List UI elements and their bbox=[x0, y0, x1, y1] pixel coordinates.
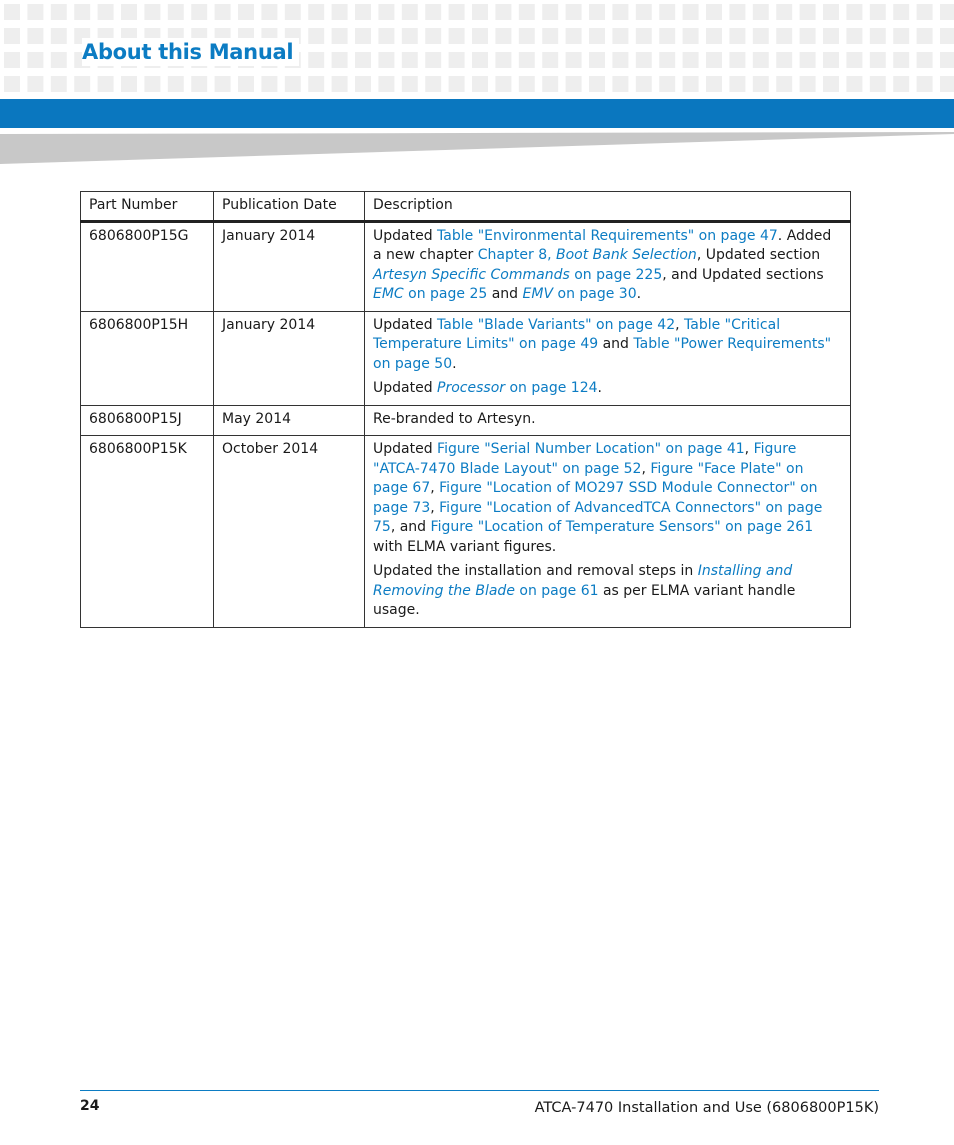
pattern-square bbox=[870, 28, 886, 44]
pattern-square bbox=[308, 76, 324, 92]
pattern-square bbox=[800, 52, 816, 68]
cross-reference-link[interactable]: Table "Power Requirements" on page 50 bbox=[373, 336, 832, 372]
description-text: . bbox=[636, 286, 642, 302]
pattern-square bbox=[659, 76, 675, 92]
table-row bbox=[81, 311, 851, 405]
pattern-square bbox=[519, 76, 535, 92]
description-text: Updated bbox=[373, 316, 438, 333]
pattern-square bbox=[566, 52, 582, 68]
cross-reference-link[interactable]: on page 61 bbox=[514, 582, 599, 599]
pattern-square bbox=[51, 76, 67, 92]
pattern-square bbox=[4, 28, 20, 44]
pattern-square bbox=[940, 52, 954, 68]
description-text: . bbox=[597, 380, 602, 396]
pattern-square bbox=[589, 52, 605, 68]
pattern-square bbox=[566, 28, 582, 44]
description-paragraph bbox=[373, 379, 842, 399]
pattern-square bbox=[636, 52, 652, 68]
cross-reference-link[interactable]: Figure "Location of MO297 SSD Module Connector" on page 73 bbox=[373, 480, 818, 516]
pattern-square bbox=[800, 76, 816, 92]
pattern-square bbox=[168, 4, 184, 20]
pattern-square bbox=[870, 76, 886, 92]
pattern-square bbox=[706, 52, 722, 68]
pattern-square bbox=[449, 52, 465, 68]
pattern-square bbox=[238, 76, 254, 92]
pattern-square bbox=[402, 4, 418, 20]
pattern-square bbox=[449, 4, 465, 20]
pattern-square bbox=[729, 4, 745, 20]
pattern-square bbox=[823, 4, 839, 20]
pattern-square bbox=[144, 4, 160, 20]
description-text: Updated bbox=[373, 380, 438, 396]
pattern-square bbox=[846, 28, 862, 44]
cross-reference-link[interactable]: Installing and Removing the Blade bbox=[373, 563, 793, 599]
pattern-square bbox=[940, 4, 954, 20]
pattern-square bbox=[98, 76, 114, 92]
cross-reference-link[interactable]: Chapter 8, bbox=[477, 247, 556, 263]
page-title: About this Manual bbox=[82, 38, 299, 66]
pattern-square bbox=[542, 28, 558, 44]
cell-part-number: 6806800P15K bbox=[81, 436, 214, 628]
pattern-square bbox=[846, 4, 862, 20]
pattern-square bbox=[519, 52, 535, 68]
pattern-square bbox=[706, 28, 722, 44]
pattern-square bbox=[27, 52, 43, 68]
pattern-square bbox=[51, 52, 67, 68]
pattern-square bbox=[495, 52, 511, 68]
pattern-square bbox=[846, 76, 862, 92]
pattern-square bbox=[729, 52, 745, 68]
pattern-square bbox=[589, 28, 605, 44]
description-paragraph bbox=[373, 410, 842, 430]
description-text: and bbox=[598, 336, 634, 352]
pattern-square bbox=[4, 76, 20, 92]
pattern-square bbox=[285, 4, 301, 20]
description-text: , bbox=[675, 316, 685, 333]
pattern-square bbox=[566, 76, 582, 92]
pattern-square bbox=[472, 4, 488, 20]
pattern-square bbox=[636, 28, 652, 44]
pattern-square bbox=[402, 28, 418, 44]
cell-publication-date: May 2014 bbox=[214, 405, 365, 436]
pattern-square bbox=[332, 4, 348, 20]
pattern-square bbox=[378, 52, 394, 68]
pattern-square bbox=[753, 4, 769, 20]
pattern-square bbox=[776, 52, 792, 68]
pattern-square bbox=[425, 76, 441, 92]
pattern-square bbox=[238, 4, 254, 20]
cell-description bbox=[365, 221, 851, 311]
pattern-square bbox=[589, 4, 605, 20]
description-paragraph bbox=[373, 440, 842, 557]
pattern-square bbox=[753, 52, 769, 68]
pattern-square bbox=[542, 4, 558, 20]
pattern-square bbox=[425, 52, 441, 68]
cross-reference-link[interactable]: Figure "Face Plate" on page 67 bbox=[373, 460, 804, 496]
pattern-square bbox=[121, 76, 137, 92]
description-text: , bbox=[430, 499, 440, 516]
pattern-square bbox=[27, 4, 43, 20]
pattern-square bbox=[355, 4, 371, 20]
pattern-square bbox=[472, 28, 488, 44]
header-gray-wedge bbox=[0, 128, 954, 164]
cross-reference-link[interactable]: Table "Environmental Requirements" on page 47 bbox=[437, 227, 778, 244]
pattern-square bbox=[168, 76, 184, 92]
pattern-square bbox=[729, 76, 745, 92]
page-number: 24 bbox=[80, 1098, 100, 1114]
pattern-square bbox=[893, 76, 909, 92]
pattern-square bbox=[355, 52, 371, 68]
cell-part-number: 6806800P15J bbox=[81, 405, 214, 436]
cross-reference-link[interactable]: Processor bbox=[437, 380, 506, 396]
pattern-square bbox=[940, 28, 954, 44]
pattern-square bbox=[659, 28, 675, 44]
pattern-square bbox=[495, 4, 511, 20]
table-header-row bbox=[81, 192, 851, 222]
cross-reference-link[interactable]: EMV bbox=[522, 286, 554, 302]
pattern-square bbox=[449, 76, 465, 92]
description-paragraph bbox=[373, 562, 842, 621]
pattern-square bbox=[940, 76, 954, 92]
pattern-square bbox=[823, 52, 839, 68]
description-text: and bbox=[487, 286, 523, 302]
pattern-square bbox=[542, 76, 558, 92]
pattern-square bbox=[706, 4, 722, 20]
pattern-square bbox=[776, 4, 792, 20]
pattern-square bbox=[776, 28, 792, 44]
header-blue-band bbox=[0, 99, 954, 128]
description-text: . bbox=[452, 355, 457, 372]
pattern-square bbox=[355, 28, 371, 44]
pattern-square bbox=[917, 76, 933, 92]
pattern-square bbox=[870, 4, 886, 20]
cross-reference-link[interactable]: on page 124 bbox=[505, 380, 598, 396]
description-text: Updated bbox=[373, 227, 438, 244]
cross-reference-link[interactable]: EMC bbox=[373, 286, 404, 302]
column-header-publication-date: Publication Date bbox=[214, 192, 365, 222]
pattern-square bbox=[308, 28, 324, 44]
pattern-square bbox=[636, 4, 652, 20]
pattern-square bbox=[378, 28, 394, 44]
cell-publication-date: January 2014 bbox=[214, 221, 365, 311]
table-row bbox=[81, 405, 851, 436]
pattern-square bbox=[519, 4, 535, 20]
pattern-square bbox=[402, 52, 418, 68]
pattern-square bbox=[495, 76, 511, 92]
pattern-square bbox=[74, 4, 90, 20]
pattern-square bbox=[144, 76, 160, 92]
pattern-square bbox=[893, 4, 909, 20]
pattern-square bbox=[776, 76, 792, 92]
pattern-square bbox=[683, 52, 699, 68]
cell-description bbox=[365, 405, 851, 436]
description-text: , and bbox=[390, 519, 431, 535]
pattern-square bbox=[753, 28, 769, 44]
cross-reference-link[interactable]: on page 30 bbox=[553, 286, 637, 302]
pattern-square bbox=[753, 76, 769, 92]
pattern-square bbox=[121, 4, 137, 20]
cell-description bbox=[365, 436, 851, 628]
pattern-square bbox=[659, 4, 675, 20]
description-text: . Added a new chapter bbox=[373, 227, 832, 263]
pattern-square bbox=[98, 4, 114, 20]
pattern-square bbox=[261, 4, 277, 20]
pattern-square bbox=[823, 76, 839, 92]
pattern-square bbox=[542, 52, 558, 68]
pattern-square bbox=[378, 76, 394, 92]
column-header-part-number: Part Number bbox=[81, 192, 214, 222]
description-text: Updated the installation and removal steps in bbox=[373, 563, 698, 579]
pattern-square bbox=[495, 28, 511, 44]
pattern-square bbox=[27, 76, 43, 92]
cross-reference-link[interactable]: Figure "Serial Number Location" on page 41 bbox=[437, 441, 745, 457]
pattern-square bbox=[683, 28, 699, 44]
pattern-square bbox=[612, 52, 628, 68]
cell-description bbox=[365, 311, 851, 405]
pattern-square bbox=[51, 4, 67, 20]
pattern-square bbox=[215, 76, 231, 92]
cell-publication-date: January 2014 bbox=[214, 311, 365, 405]
cell-part-number: 6806800P15H bbox=[81, 311, 214, 405]
pattern-square bbox=[215, 4, 231, 20]
pattern-square bbox=[566, 4, 582, 20]
cross-reference-link[interactable]: Boot Bank Selection bbox=[556, 247, 697, 263]
pattern-square bbox=[683, 76, 699, 92]
pattern-square bbox=[917, 52, 933, 68]
footer-rule bbox=[80, 1090, 879, 1091]
pattern-square bbox=[612, 28, 628, 44]
pattern-square bbox=[378, 4, 394, 20]
table-body bbox=[81, 221, 851, 627]
pattern-square bbox=[893, 28, 909, 44]
pattern-square bbox=[402, 76, 418, 92]
pattern-square bbox=[332, 52, 348, 68]
pattern-square bbox=[425, 4, 441, 20]
pattern-square bbox=[191, 76, 207, 92]
pattern-square bbox=[683, 4, 699, 20]
pattern-square bbox=[589, 76, 605, 92]
cell-part-number: 6806800P15G bbox=[81, 221, 214, 311]
pattern-square bbox=[51, 28, 67, 44]
revision-history-table bbox=[80, 191, 851, 628]
cross-reference-link[interactable]: Figure "ATCA-7470 Blade Layout" on page 52 bbox=[373, 441, 797, 477]
pattern-square bbox=[472, 76, 488, 92]
pattern-square bbox=[425, 28, 441, 44]
pattern-square bbox=[636, 76, 652, 92]
pattern-square bbox=[893, 52, 909, 68]
description-text: with ELMA variant figures. bbox=[373, 538, 557, 555]
pattern-square bbox=[74, 76, 90, 92]
pattern-square bbox=[4, 4, 20, 20]
pattern-square bbox=[332, 76, 348, 92]
description-text: , bbox=[744, 441, 754, 457]
pattern-square bbox=[706, 76, 722, 92]
pattern-square bbox=[519, 28, 535, 44]
description-paragraph bbox=[373, 227, 842, 305]
pattern-square bbox=[870, 52, 886, 68]
description-text: , Updated section bbox=[696, 247, 821, 263]
description-paragraph bbox=[373, 316, 842, 375]
cell-publication-date: October 2014 bbox=[214, 436, 365, 628]
description-text: Re-branded to Artesyn. bbox=[373, 410, 536, 427]
column-header-description: Description bbox=[365, 192, 851, 222]
pattern-square bbox=[917, 4, 933, 20]
table-row bbox=[81, 221, 851, 311]
pattern-square bbox=[659, 52, 675, 68]
description-text: , and Updated sections bbox=[662, 266, 824, 283]
cross-reference-link[interactable]: Table "Critical Temperature Limits" on page 49 bbox=[373, 316, 781, 352]
description-text: , bbox=[641, 460, 651, 477]
cross-reference-link[interactable]: Artesyn Specific Commands bbox=[373, 266, 570, 283]
pattern-square bbox=[308, 52, 324, 68]
pattern-square bbox=[612, 4, 628, 20]
pattern-square bbox=[917, 28, 933, 44]
pattern-square bbox=[4, 52, 20, 68]
cross-reference-link[interactable]: Figure "Location of Temperature Sensors" on page 261 bbox=[430, 519, 814, 535]
pattern-square bbox=[612, 76, 628, 92]
pattern-square bbox=[261, 76, 277, 92]
cross-reference-link[interactable]: Figure "Location of AdvancedTCA Connectors" on page 75 bbox=[373, 499, 823, 535]
cross-reference-link[interactable]: on page 225 bbox=[569, 266, 663, 283]
pattern-square bbox=[823, 28, 839, 44]
table-row bbox=[81, 436, 851, 628]
pattern-square bbox=[449, 28, 465, 44]
description-text: as per ELMA variant handle usage. bbox=[373, 582, 796, 618]
pattern-square bbox=[800, 4, 816, 20]
pattern-square bbox=[191, 4, 207, 20]
description-text: , bbox=[430, 480, 440, 496]
footer-document-title: ATCA-7470 Installation and Use (6806800P15K) bbox=[534, 1100, 879, 1116]
pattern-square bbox=[332, 28, 348, 44]
pattern-square bbox=[355, 76, 371, 92]
description-text: Updated bbox=[373, 441, 438, 457]
pattern-square bbox=[308, 4, 324, 20]
pattern-square bbox=[800, 28, 816, 44]
pattern-square bbox=[472, 52, 488, 68]
cross-reference-link[interactable]: Table "Blade Variants" on page 42 bbox=[437, 316, 676, 333]
pattern-square bbox=[846, 52, 862, 68]
cross-reference-link[interactable]: on page 25 bbox=[403, 286, 488, 302]
pattern-square bbox=[285, 76, 301, 92]
pattern-square bbox=[729, 28, 745, 44]
pattern-square bbox=[27, 28, 43, 44]
